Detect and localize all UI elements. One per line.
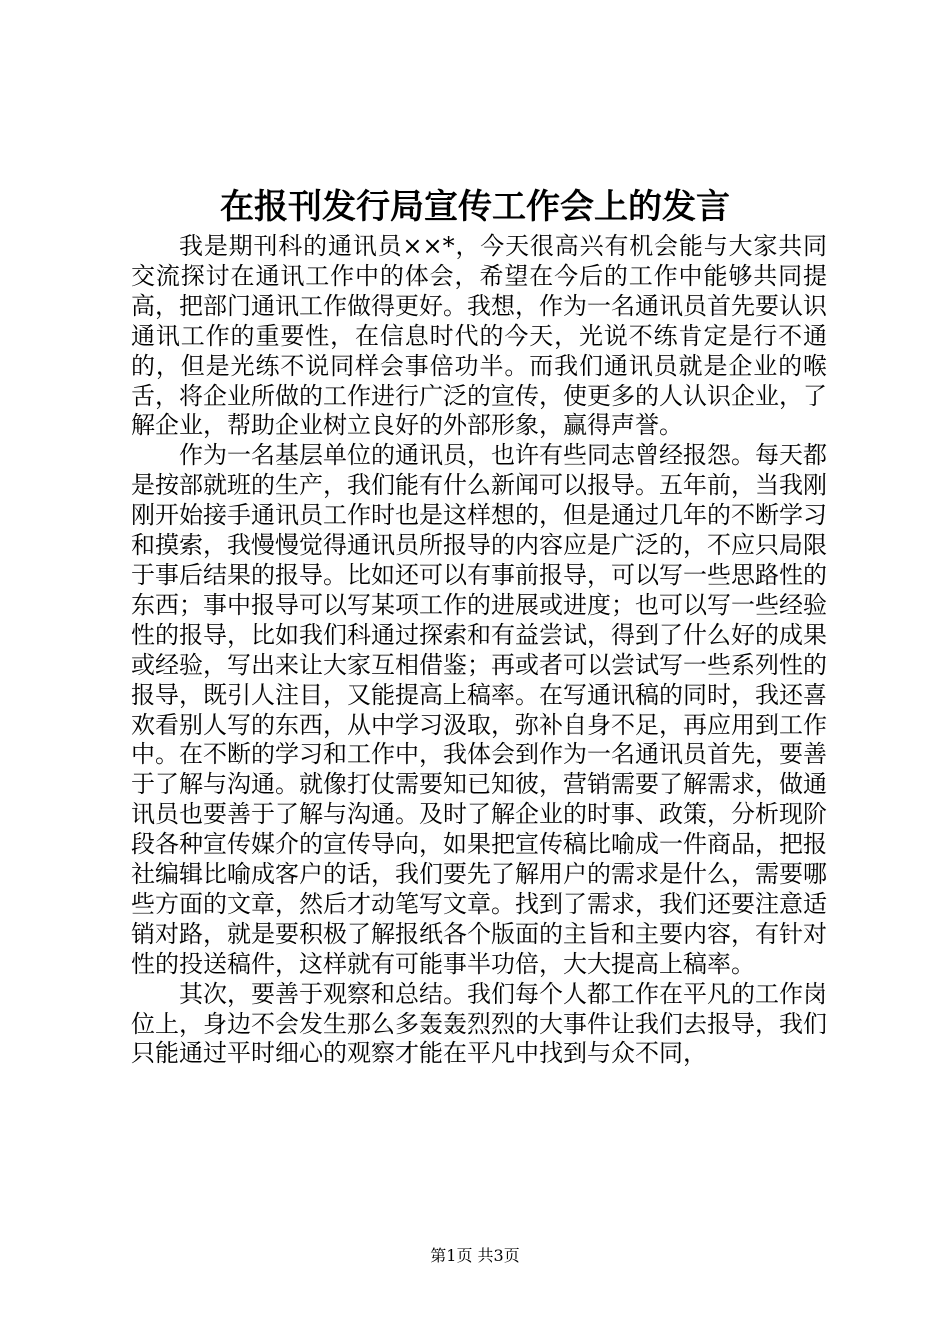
paragraph-1: 我是期刊科的通讯员××*，今天很高兴有机会能与大家共同交流探讨在通讯工作中的体会，希望在今后的工作中能够共同提高，把部门通讯工作做得更好。我想，作为一名通讯员首先要认识通讯工作的重要性，在信息时代的今天，光说不练肯定是行不通的，但是光练不说同样会事倍功半。而我们通讯员就是企业的喉舌，将企业所做的工作进行广泛的宣传，使更多的人认识企业，了解企业，帮助企业树立良好的外部形象，赢得声誉。 bbox=[131, 232, 827, 440]
document-title: 在报刊发行局宣传工作会上的发言 bbox=[220, 187, 730, 227]
paragraph-2: 作为一名基层单位的通讯员，也许有些同志曾经报怨。每天都是按部就班的生产，我们能有什么新闻可以报导。五年前，当我刚刚开始接手通讯员工作时也是这样想的，但是通过几年的不断学习和摸索，我慢慢觉得通讯员所报导的内容应是广泛的，不应只局限于事后结果的报导。比如还可以有事前报导，可以写一些思路性的东西；事中报导可以写某项工作的进展或进度；也可以写一些经验性的报导，比如我们科通过探索和有益尝试，得到了什么好的成果或经验，写出来让大家互相借鉴；再或者可以尝试写一些系列性的报导，既引人注目，又能提高上稿率。在写通讯稿的同时，我还喜欢看别人写的东西，从中学习汲取，弥补自身不足，再应用到工作中。在不断的学习和工作中，我体会到作为一名通讯员首先，要善于了解与沟通。就像打仗需要知已知彼，营销需要了解需求，做通讯员也要善于了解与沟通。及时了解企业的时事、政策，分析现阶段各种宣传媒介的宣传导向，如果把宣传稿比喻成一件商品，把报社编辑比喻成客户的话，我们要先了解用户的需求是什么，需要哪些方面的文章，然后才动笔写文章。找到了需求，我们还要注意适销对路，就是要积极了解报纸各个版面的主旨和主要内容，有针对性的投送稿件，这样就有可能事半功倍，大大提高上稿率。 bbox=[131, 441, 827, 978]
paragraph-3: 其次，要善于观察和总结。我们每个人都工作在平凡的工作岗位上，身边不会发生那么多轰轰烈烈的大事件让我们去报导，我们只能通过平时细心的观察才能在平凡中找到与众不同， bbox=[131, 979, 827, 1068]
page-number-footer: 第1页 共3页 bbox=[430, 1246, 520, 1265]
document-body bbox=[131, 232, 827, 1069]
